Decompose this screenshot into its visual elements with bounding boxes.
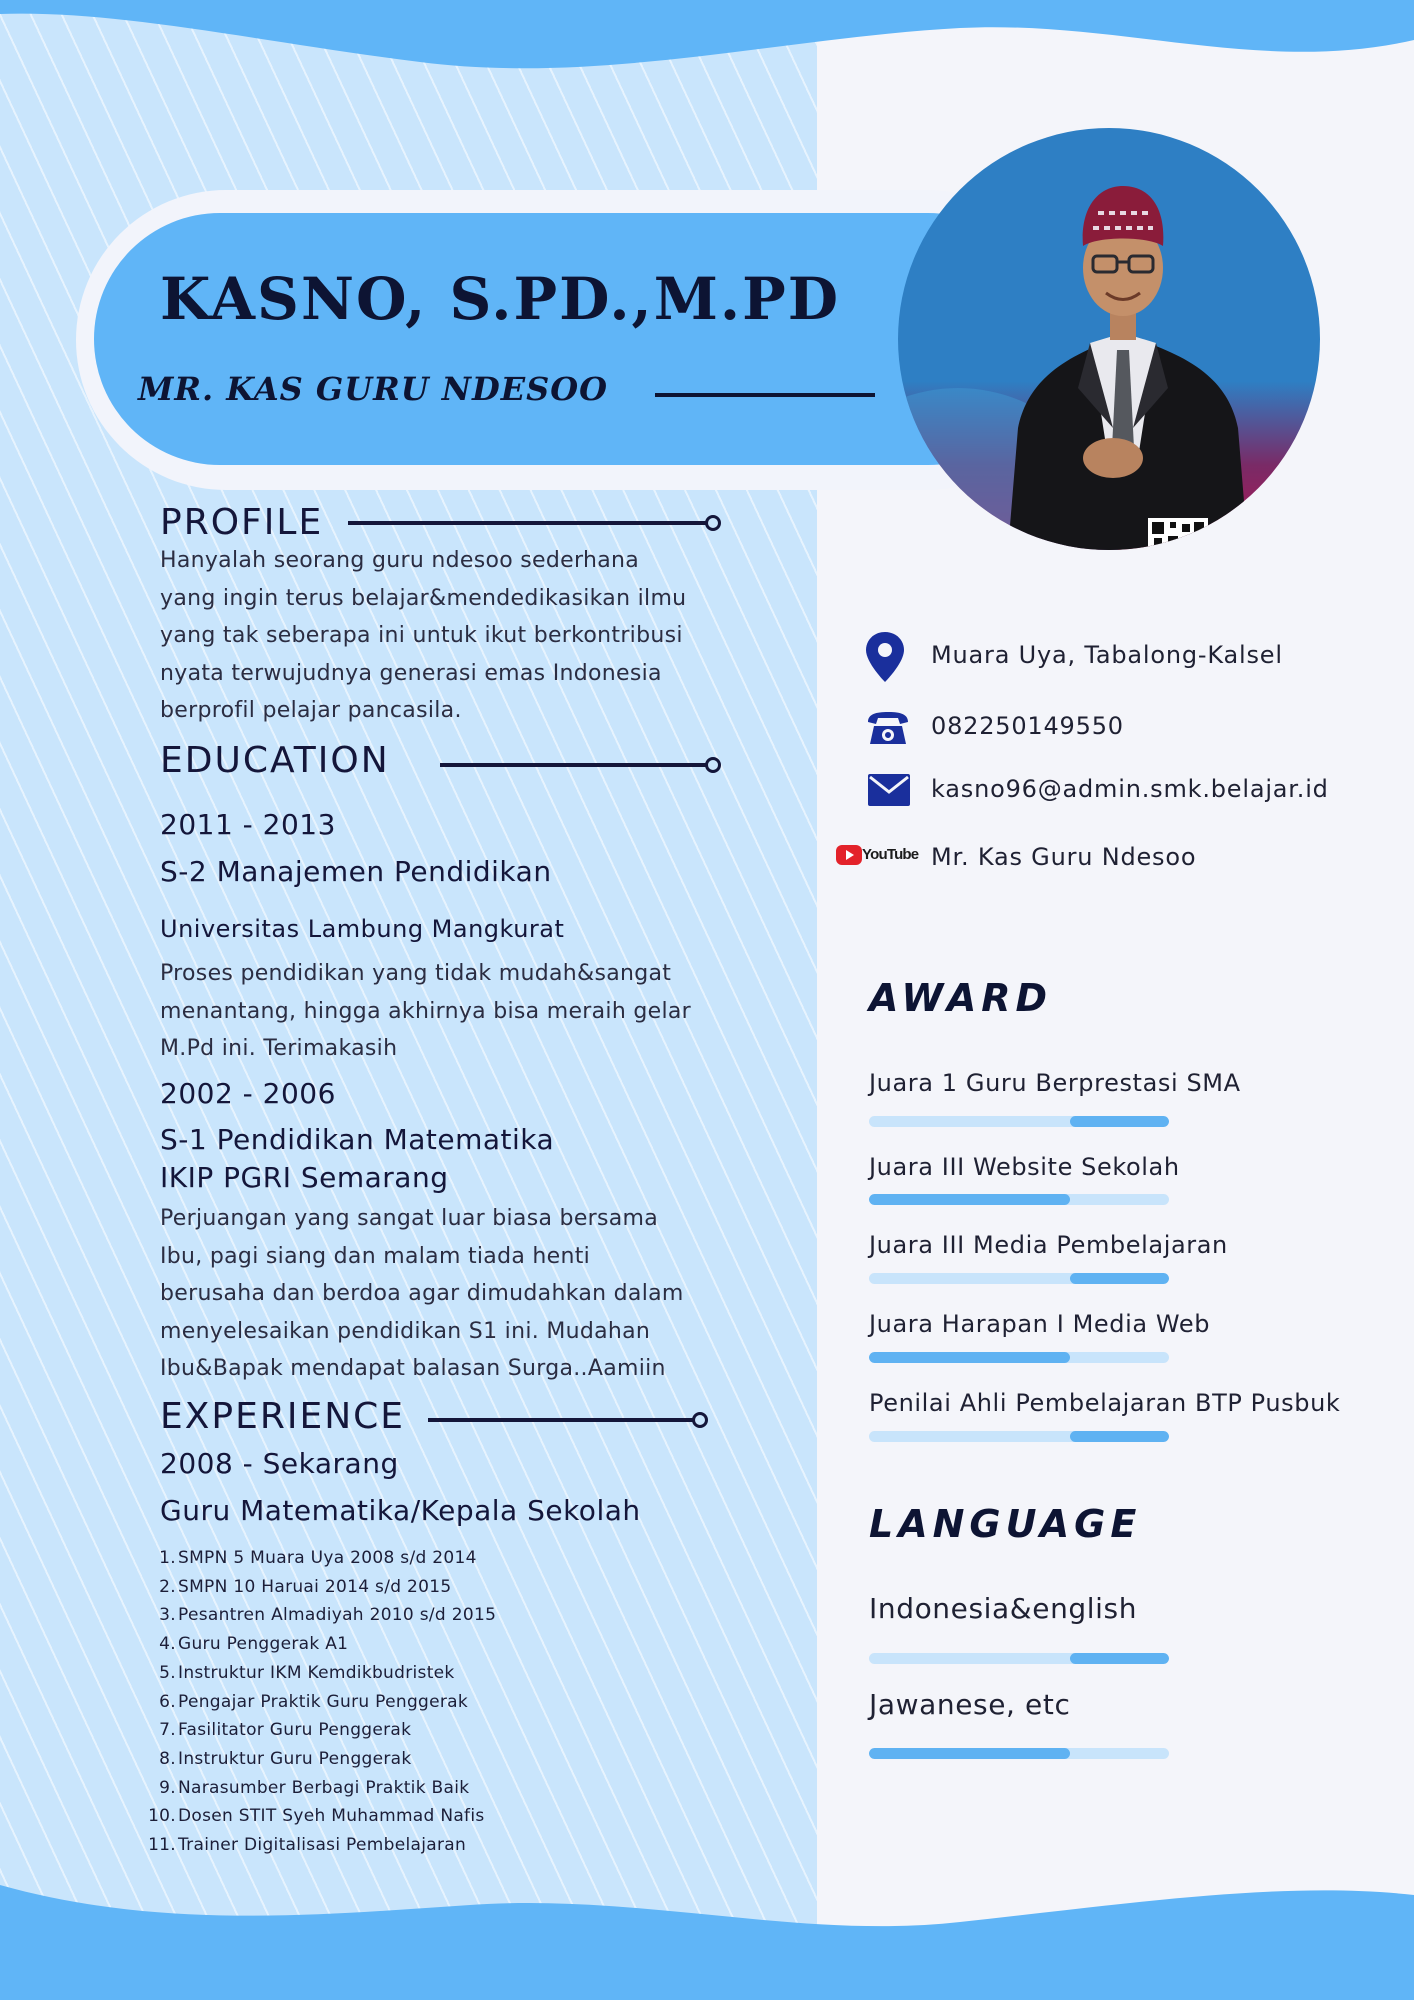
nickname-divider bbox=[655, 393, 875, 397]
list-item: 7. Fasilitator Guru Penggerak bbox=[159, 1720, 412, 1741]
award-label: Juara 1 Guru Berprestasi SMA bbox=[869, 1069, 1241, 1097]
education-degree: S-1 Pendidikan Matematika bbox=[160, 1123, 555, 1156]
award-bar-fill bbox=[1070, 1431, 1169, 1442]
experience-title-dot bbox=[692, 1412, 708, 1428]
award-bar bbox=[869, 1273, 1169, 1284]
list-item: 11. Trainer Digitalisasi Pembelajaran bbox=[148, 1835, 467, 1856]
education-line: menyelesaikan pendidikan S1 ini. Mudahan bbox=[160, 1318, 651, 1344]
education-line: berusaha dan berdoa agar dimudahkan dalam bbox=[160, 1281, 684, 1306]
location-pin-icon bbox=[866, 632, 904, 682]
person-name: KASNO, S.PD.,M.PD bbox=[160, 265, 841, 333]
profile-line: yang tak seberapa ini untuk ikut berkontribusi bbox=[160, 623, 683, 648]
profile-title-dot bbox=[705, 515, 721, 531]
education-line: Ibu&Bapak mendapat balasan Surga..Aamiin bbox=[160, 1356, 666, 1381]
education-line: Perjuangan yang sangat luar biasa bersama bbox=[160, 1206, 659, 1231]
language-bar bbox=[869, 1748, 1169, 1759]
bottom-wave-decoration bbox=[0, 1860, 1414, 2000]
award-bar bbox=[869, 1431, 1169, 1442]
education-description bbox=[160, 1200, 684, 1388]
list-item: 5. Instruktur IKM Kemdikbudristek bbox=[159, 1662, 455, 1683]
award-label: Juara III Website Sekolah bbox=[869, 1153, 1180, 1181]
education-years: 2011 - 2013 bbox=[160, 808, 336, 841]
language-label: Jawanese, etc bbox=[869, 1688, 1071, 1721]
profile-line: berprofil pelajar pancasila. bbox=[160, 698, 462, 723]
award-bar bbox=[869, 1116, 1169, 1127]
person-nickname: MR. KAS GURU NDESOO bbox=[138, 370, 609, 408]
award-label: Penilai Ahli Pembelajaran BTP Pusbuk bbox=[869, 1389, 1341, 1417]
contact-phone: 082250149550 bbox=[931, 712, 1124, 740]
experience-years: 2008 - Sekarang bbox=[160, 1447, 399, 1480]
language-title: LANGUAGE bbox=[869, 1502, 1142, 1546]
list-item: 2. SMPN 10 Haruai 2014 s/d 2015 bbox=[159, 1576, 452, 1597]
list-item: 1. SMPN 5 Muara Uya 2008 s/d 2014 bbox=[159, 1548, 477, 1568]
education-line: M.Pd ini. Terimakasih bbox=[160, 1036, 398, 1061]
contact-address: Muara Uya, Tabalong-Kalsel bbox=[931, 641, 1283, 669]
list-item: 6. Pengajar Praktik Guru Penggerak bbox=[159, 1691, 469, 1712]
education-title-line bbox=[440, 763, 708, 767]
profile-line: Hanyalah seorang guru ndesoo sederhana bbox=[160, 548, 639, 573]
language-bar-fill bbox=[1070, 1653, 1169, 1664]
education-line: Proses pendidikan yang tidak mudah&sangat bbox=[160, 961, 672, 986]
list-item: 3. Pesantren Almadiyah 2010 s/d 2015 bbox=[159, 1605, 497, 1626]
education-school: Universitas Lambung Mangkurat bbox=[160, 915, 565, 943]
award-bar-fill bbox=[1070, 1273, 1169, 1284]
education-school: IKIP PGRI Semarang bbox=[160, 1161, 449, 1194]
experience-title-line bbox=[428, 1418, 696, 1422]
experience-title: EXPERIENCE bbox=[160, 1396, 406, 1437]
profile-title: PROFILE bbox=[160, 502, 324, 543]
language-label: Indonesia&english bbox=[869, 1592, 1138, 1625]
list-item: 9. Narasumber Berbagi Praktik Baik bbox=[159, 1777, 470, 1798]
experience-role: Guru Matematika/Kepala Sekolah bbox=[160, 1494, 641, 1527]
award-label: Juara Harapan I Media Web bbox=[869, 1310, 1211, 1338]
youtube-wordmark: YouTube bbox=[862, 846, 919, 863]
top-wave-decoration bbox=[0, 0, 1414, 80]
youtube-play-icon bbox=[836, 845, 862, 865]
award-bar bbox=[869, 1352, 1169, 1363]
education-years: 2002 - 2006 bbox=[160, 1077, 336, 1110]
email-icon bbox=[868, 774, 910, 806]
youtube-logo bbox=[836, 844, 919, 868]
education-degree: S-2 Manajemen Pendidikan bbox=[160, 855, 552, 888]
profile-line: nyata terwujudnya generasi emas Indonesia bbox=[160, 660, 662, 686]
list-item: 4. Guru Penggerak A1 bbox=[159, 1634, 349, 1655]
award-bar bbox=[869, 1194, 1169, 1205]
award-bar-fill bbox=[869, 1352, 1070, 1363]
list-item: 8. Instruktur Guru Penggerak bbox=[159, 1748, 412, 1769]
profile-photo bbox=[898, 128, 1320, 550]
language-bar-fill bbox=[869, 1748, 1070, 1759]
contact-email: kasno96@admin.smk.belajar.id bbox=[931, 775, 1329, 803]
award-bar-fill bbox=[1070, 1116, 1169, 1127]
language-bar bbox=[869, 1653, 1169, 1664]
education-title: EDUCATION bbox=[160, 740, 390, 781]
award-label: Juara III Media Pembelajaran bbox=[869, 1231, 1228, 1259]
education-title-dot bbox=[705, 757, 721, 773]
list-item: 10. Dosen STIT Syeh Muhammad Nafis bbox=[148, 1806, 485, 1827]
education-line: Ibu, pagi siang dan malam tiada henti bbox=[160, 1243, 591, 1269]
profile-description bbox=[160, 542, 686, 730]
profile-line: yang ingin terus belajar&mendedikasikan ilmu bbox=[160, 585, 687, 611]
telephone-icon bbox=[866, 710, 910, 746]
contact-youtube: Mr. Kas Guru Ndesoo bbox=[931, 843, 1197, 871]
experience-list bbox=[148, 1544, 496, 1860]
award-title: AWARD bbox=[869, 976, 1053, 1020]
profile-title-line bbox=[348, 521, 708, 525]
education-line: menantang, hingga akhirnya bisa meraih gelar bbox=[160, 998, 692, 1024]
award-bar-fill bbox=[869, 1194, 1070, 1205]
education-description bbox=[160, 955, 691, 1068]
